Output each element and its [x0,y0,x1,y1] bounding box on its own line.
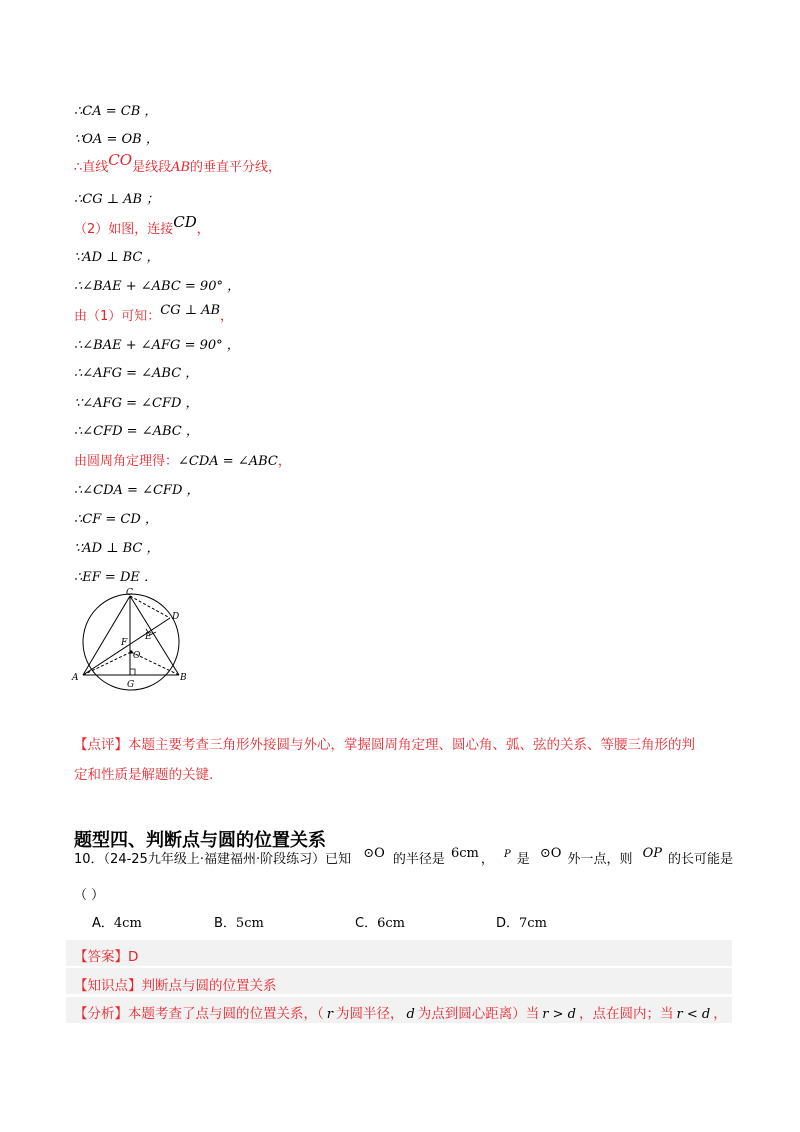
proof-text: 由（1）可知： [74,309,161,324]
question-text: 是 [516,852,530,867]
label-a: A [72,673,79,683]
proof-line [74,213,210,237]
math-d: d [406,1007,415,1022]
math-ab: AB [171,160,191,175]
math-r: r [326,1007,333,1022]
option-letter: B． [214,916,236,931]
proof-line: ∵OA = OB ， [74,132,159,147]
proof-line: ∴∠BAE + ∠AFG = 90° ， [74,338,240,353]
option-b [214,912,264,931]
knowledge-line [74,974,277,994]
math-co: CO [108,151,133,169]
option-d [496,912,547,931]
proof-text: 的垂直平分线， [190,160,282,175]
proof-text: ， [220,309,234,324]
proof-text: （2）如图，连接 [74,222,174,237]
math-cda-abc: ∠CDA = ∠ABC [178,454,278,469]
proof-text: ， [277,454,291,469]
label-c: C [126,588,133,598]
comment-line-2: 定和性质是解题的关键. [74,767,214,783]
proof-line [74,450,291,469]
answer-block [66,940,732,966]
proof-line: ∴CF = CD ， [74,512,158,527]
question-paren: （ ） [74,888,105,903]
option-c [355,912,405,931]
math-circle-o: ⊙O [363,846,385,861]
math-r-lt-d: r < d [676,1007,711,1022]
proof-line [74,305,233,324]
proof-line: ∴∠CDA = ∠CFD ， [74,483,200,498]
analysis-text: 为圆半径， [335,1006,404,1022]
comment-line [74,733,695,753]
question-text: 的半径是 [392,852,445,867]
question-text: ， [480,852,494,867]
analysis-text: ， [713,1006,727,1022]
proof-text: ∴直线 [74,160,109,175]
math-cd: CD [173,213,197,231]
label-b: B [180,673,187,683]
analysis-text: 为点到圆心距离）当 [417,1006,540,1022]
question-text: 外一点，则 [567,852,633,867]
proof-line: ∵AD ⊥ BC ， [74,250,160,265]
proof-text: 由圆周角定理得： [74,454,179,469]
proof-line: ∴EF = DE ． [74,570,157,585]
section-title: 题型四、判断点与圆的位置关系 [74,830,326,851]
analysis-line [74,1002,727,1022]
proof-line: ∴∠BAE + ∠ABC = 90° ， [74,279,241,294]
proof-line: ∵AD ⊥ BC ， [74,541,160,556]
math-r-gt-d: r > d [542,1007,576,1022]
label-f: F [121,638,128,648]
answer-value: D [128,949,139,965]
option-value: 7cm [519,916,547,931]
option-value: 4cm [113,916,142,931]
label-e: E [145,632,152,642]
option-letter: C． [355,916,378,931]
option-letter: A． [92,916,114,931]
analysis-tag: 【分析】 [74,1006,128,1022]
label-d: D [172,612,180,622]
circumcircle [83,594,179,690]
math-p: P [504,849,511,860]
question-source: （24-25九年级上·福建福州·阶段练习） [103,852,326,867]
proof-text: ， [196,222,210,237]
option-letter: D． [496,916,520,931]
comment-text: 本题主要考查三角形外接圆与外心，掌握圆周角定理、圆心角、弧、弦的关系、等腰三角形的判 [128,737,695,753]
math-op: OP [642,846,663,861]
answer-tag: 【答案】 [74,949,128,965]
proof-line [74,151,282,175]
math-radius: 6cm [450,846,479,861]
proof-line: ∴∠AFG = ∠ABC ， [74,366,199,381]
option-a [92,912,142,931]
knowledge-value: 判断点与圆的位置关系 [141,978,277,994]
question-text: 已知 [325,852,352,867]
option-value: 5cm [235,916,264,931]
comment-tag: 【点评】 [74,737,128,753]
answer-line [74,945,138,965]
label-g: G [127,680,135,690]
knowledge-tag: 【知识点】 [74,978,142,994]
geometry-figure [66,588,206,692]
math-cg-ab: CG ⊥ AB [160,303,221,318]
right-angle-mark-g [130,669,135,675]
proof-line: ∴CG ⊥ AB ； [74,192,160,207]
proof-line: ∴CA = CB ， [74,104,158,119]
proof-text: 是线段 [132,160,172,175]
question-text: 的长可能是 [668,852,734,867]
side-ac [83,596,130,675]
analysis-text: ，点在圆内；当 [579,1006,674,1022]
label-o: O [133,651,141,661]
question-number: 10． [74,852,104,867]
math-circle-o-2: ⊙O [539,846,562,861]
proof-line: ∵∠AFG = ∠CFD ， [74,396,199,411]
proof-line: ∴∠CFD = ∠ABC ， [74,424,199,439]
question-line [74,848,733,867]
analysis-text: 本题考查了点与圆的位置关系，（ [128,1006,324,1022]
option-value: 6cm [377,916,405,931]
